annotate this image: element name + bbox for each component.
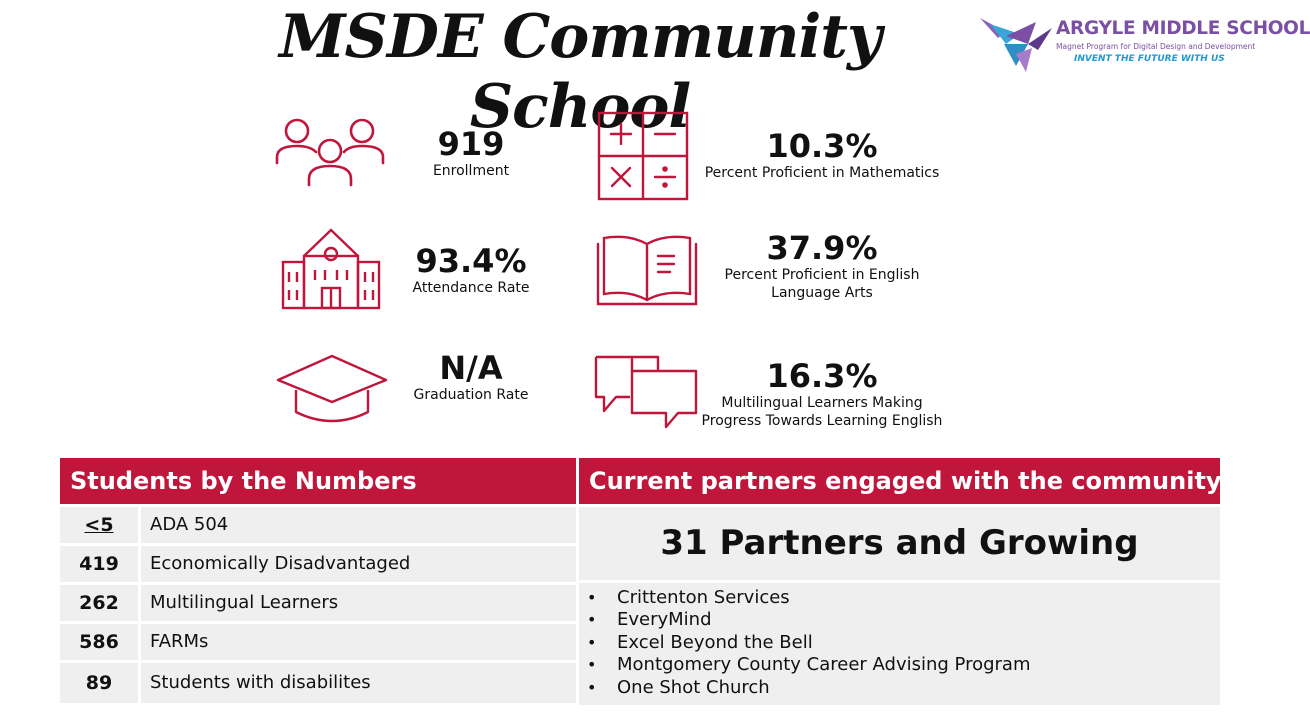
open-book-icon	[594, 230, 700, 312]
ml-value: 16.3%	[766, 357, 878, 395]
ela-label-line2: Language Arts	[771, 285, 873, 301]
graduation-label: Graduation Rate	[413, 387, 529, 403]
row-count: 89	[60, 663, 138, 703]
calculator-icon	[596, 110, 690, 206]
attendance-stat	[400, 243, 542, 297]
table-row	[60, 585, 576, 621]
attendance-value: 93.4%	[415, 242, 527, 280]
partner-list	[579, 583, 1220, 705]
ml-stat	[694, 358, 950, 430]
ml-label-line2: Progress Towards Learning English	[701, 413, 943, 429]
ml-label-line1: Multilingual Learners Making	[721, 395, 923, 411]
list-item: • One Shot Church	[617, 677, 1220, 699]
row-count: 586	[60, 624, 138, 660]
enrollment-value: 919	[437, 125, 505, 163]
list-item: • Excel Beyond the Bell	[617, 632, 1220, 654]
logo-school-name: ARGYLE MIDDLE SCHOOL	[1056, 18, 1310, 39]
logo-tagline: INVENT THE FUTURE WITH US	[1074, 54, 1225, 64]
row-count-text: <5	[84, 514, 114, 536]
table-row	[60, 546, 576, 582]
partners-heading: Current partners engaged with the community…	[579, 458, 1220, 504]
row-label: Multilingual Learners	[141, 585, 576, 621]
list-item: • Crittenton Services	[617, 587, 1220, 609]
numbers-heading: Students by the Numbers	[60, 458, 576, 504]
row-count: 419	[60, 546, 138, 582]
list-item: • Montgomery County Career Advising Program	[617, 654, 1220, 676]
partners-summary: 31 Partners and Growing	[579, 507, 1220, 580]
row-count	[60, 507, 138, 543]
math-value: 10.3%	[766, 127, 878, 165]
enrollment-label: Enrollment	[432, 163, 510, 179]
graduation-value: N/A	[439, 349, 503, 387]
row-label: ADA 504	[141, 507, 576, 543]
people-icon	[272, 115, 388, 193]
list-item: • EveryMind	[617, 609, 1220, 631]
page-title: MSDE Community School	[279, 2, 881, 142]
ela-value: 37.9%	[766, 229, 878, 267]
ela-stat	[694, 230, 950, 302]
math-label: Percent Proficient in Mathematics	[704, 165, 940, 181]
row-label: Students with disabilites	[141, 663, 576, 703]
table-row	[60, 663, 576, 703]
logo-subtitle: Magnet Program for Digital Design and Development	[1056, 42, 1256, 51]
table-row	[60, 507, 576, 543]
table-row	[60, 624, 576, 660]
row-count: 262	[60, 585, 138, 621]
row-label: Economically Disadvantaged	[141, 546, 576, 582]
graduation-cap-icon	[274, 352, 390, 428]
attendance-label: Attendance Rate	[412, 280, 530, 296]
math-stat	[694, 128, 950, 182]
school-building-icon	[280, 226, 382, 316]
row-label: FARMs	[141, 624, 576, 660]
graduation-stat	[400, 350, 542, 404]
school-logo	[976, 14, 1310, 74]
enrollment-stat	[400, 126, 542, 180]
bird-logo-icon	[976, 14, 1056, 74]
speech-bubbles-icon	[592, 353, 700, 435]
ela-label-line1: Percent Proficient in English	[724, 267, 920, 283]
